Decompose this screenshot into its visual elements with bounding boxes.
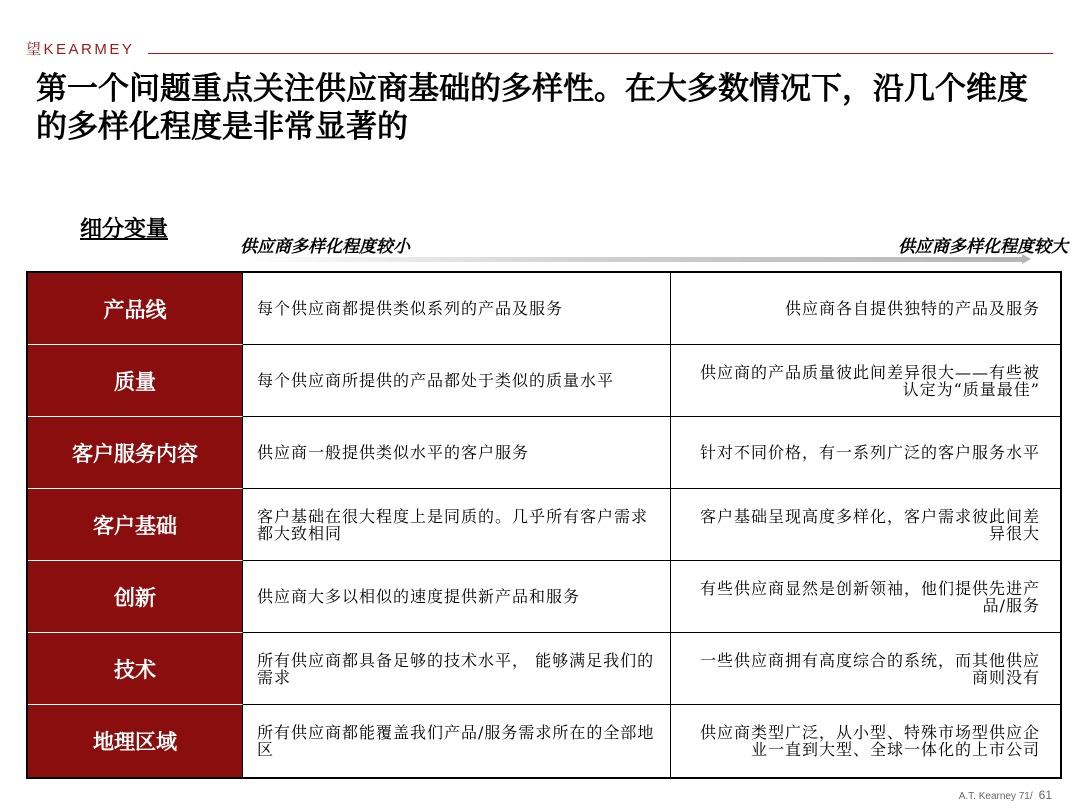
segment-variable-label: 细分变量 bbox=[80, 216, 169, 242]
footer-source: A.T. Kearney 71/ bbox=[958, 791, 1033, 802]
low-diversity-cell: 每个供应商所提供的产品都处于类似的质量水平 bbox=[243, 345, 671, 417]
low-diversity-cell: 客户基础在很大程度上是同质的。几乎所有客户需求都大致相同 bbox=[243, 489, 671, 561]
diversity-scale-arrow bbox=[242, 257, 1024, 262]
category-cell-product-line: 产品线 bbox=[28, 273, 243, 345]
category-cell-technology: 技术 bbox=[28, 633, 243, 705]
arrow-head-icon bbox=[1022, 254, 1031, 264]
category-cell-customer-base: 客户基础 bbox=[28, 489, 243, 561]
high-diversity-cell: 针对不同价格，有一系列广泛的客户服务水平 bbox=[671, 417, 1060, 489]
range-label-low: 供应商多样化程度较小 bbox=[240, 237, 410, 257]
low-diversity-cell: 供应商一般提供类似水平的客户服务 bbox=[243, 417, 671, 489]
range-label-high: 供应商多样化程度较大 bbox=[898, 237, 1068, 257]
category-cell-innovation: 创新 bbox=[28, 561, 243, 633]
page-number: 61 bbox=[1038, 788, 1052, 802]
high-diversity-cell: 一些供应商拥有高度综合的系统，而其他供应商则没有 bbox=[671, 633, 1060, 705]
category-cell-geography: 地理区域 bbox=[28, 705, 243, 777]
high-diversity-cell: 供应商各自提供独特的产品及服务 bbox=[671, 273, 1060, 345]
category-cell-customer-service: 客户服务内容 bbox=[28, 417, 243, 489]
high-diversity-cell: 客户基础呈现高度多样化，客户需求彼此间差异很大 bbox=[671, 489, 1060, 561]
high-diversity-cell: 有些供应商显然是创新领袖，他们提供先进产品/服务 bbox=[671, 561, 1060, 633]
low-diversity-cell: 供应商大多以相似的速度提供新产品和服务 bbox=[243, 561, 671, 633]
page-title: 第一个问题重点关注供应商基础的多样性。在大多数情况下，沿几个维度的多样化程度是非常显著的 bbox=[36, 71, 1028, 145]
diversity-table bbox=[26, 271, 1062, 779]
high-diversity-cell: 供应商的产品质量彼此间差异很大——有些被认定为“质量最佳” bbox=[671, 345, 1060, 417]
category-cell-quality: 质量 bbox=[28, 345, 243, 417]
low-diversity-cell: 每个供应商都提供类似系列的产品及服务 bbox=[243, 273, 671, 345]
kearney-logo: 望KEARMEY bbox=[26, 41, 135, 58]
header-rule bbox=[148, 53, 1053, 54]
high-diversity-cell: 供应商类型广泛，从小型、特殊市场型供应企业一直到大型、全球一体化的上市公司 bbox=[699, 723, 1040, 759]
footer bbox=[959, 788, 1052, 802]
low-diversity-cell: 所有供应商都能覆盖我们产品/服务需求所在的全部地区 bbox=[243, 705, 671, 777]
low-diversity-cell: 所有供应商都具备足够的技术水平， 能够满足我们的需求 bbox=[243, 633, 671, 705]
